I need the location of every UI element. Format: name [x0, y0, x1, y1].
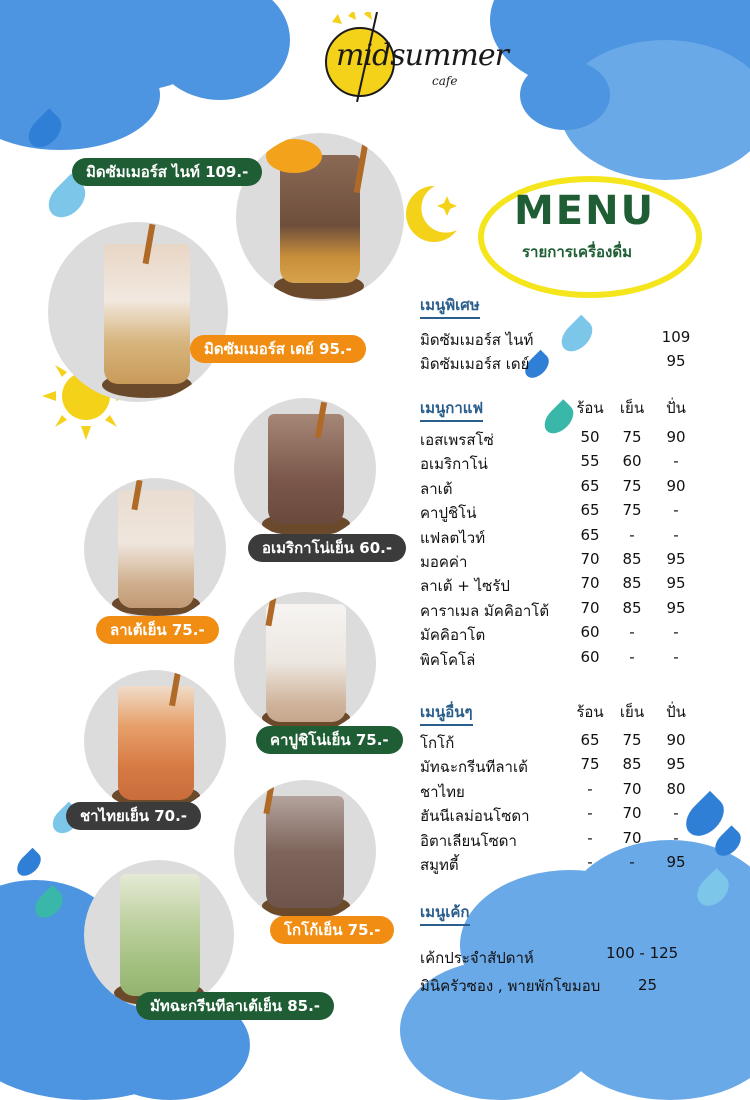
menu-item-price: 25 — [638, 976, 658, 994]
col-header-iced: เย็น — [619, 399, 645, 417]
menu-item-price: 95 — [666, 598, 686, 617]
menu-item-name: ลาเต้ — [420, 479, 453, 498]
menu-item-price: 60 — [622, 452, 642, 471]
drink-label-iced-cocoa: โกโก้เย็น 75.- — [270, 916, 394, 944]
menu-item-price: 65 — [580, 731, 600, 749]
menu-item-price: 90 — [666, 731, 686, 749]
menu-item-price: 65 — [580, 525, 600, 544]
menu-item-price: 75 — [622, 476, 642, 495]
menu-item-price: 75 — [622, 731, 642, 749]
menu-item-name: อเมริกาโน่ — [420, 455, 488, 474]
col-header-frappe: ปั่น — [666, 703, 686, 721]
menu-item-price: 70 — [580, 550, 600, 568]
drink-label-iced-americano: อเมริกาโน่เย็น 60.- — [248, 534, 406, 562]
drink-label-iced-thai-tea: ชาไทยเย็น 70.- — [66, 802, 201, 830]
menu-item-name: พิคโคโล่ — [420, 650, 476, 669]
drink-label-iced-latte: ลาเต้เย็น 75.- — [96, 616, 219, 644]
drink-photo-iced-matcha-latte — [84, 860, 234, 1010]
menu-item-price: 75 — [622, 501, 642, 520]
menu-item-price: - — [629, 647, 635, 666]
menu-item-price: 95 — [666, 574, 686, 593]
menu-item-price: 60 — [580, 623, 600, 642]
section-title-cake: เมนูเค้ก — [420, 900, 470, 926]
menu-item-price: - — [673, 647, 679, 666]
menu-item-price: 85 — [622, 574, 642, 593]
menu-item-price: - — [673, 804, 679, 823]
drink-photo-iced-cappuccino — [234, 592, 376, 734]
menu-item-name: ลาเต้ + ไซรัป — [420, 577, 510, 596]
logo-sub: cafe — [432, 74, 458, 88]
menu-item-price: 70 — [622, 779, 642, 798]
drink-photo-iced-latte — [84, 478, 226, 620]
moon-icon — [395, 178, 465, 248]
menu-item-price: 90 — [666, 476, 686, 495]
menu-item-name: มินิครัวซอง , พายพักโขมอบ — [420, 977, 601, 995]
menu-item-price: - — [629, 853, 635, 871]
menu-item-price: 85 — [622, 755, 642, 774]
menu-item-price: 85 — [622, 550, 642, 568]
menu-item-price: - — [673, 525, 679, 544]
menu-item-price: 60 — [580, 647, 600, 666]
drink-photo-iced-cocoa — [234, 780, 376, 922]
menu-item-price: - — [673, 501, 679, 520]
col-header-frappe: ปั่น — [666, 399, 686, 417]
menu-item-price: 70 — [622, 804, 642, 823]
drink-label-midsummer-night: มิดซัมเมอร์ส ไนท์ 109.- — [72, 158, 262, 186]
menu-item-name: สมูทตี้ — [420, 856, 459, 874]
menu-item-name: แฟลตไวท์ — [420, 528, 486, 547]
menu-item-price: - — [673, 452, 679, 471]
drink-label-iced-matcha-latte: มัทฉะกรีนทีลาเต้เย็น 85.- — [136, 992, 334, 1020]
menu-item-price: 95 — [666, 853, 686, 871]
menu-item-price: 70 — [622, 828, 642, 847]
raindrop-icon — [556, 315, 598, 357]
menu-item-price: 95 — [666, 352, 686, 370]
col-header-hot: ร้อน — [576, 703, 604, 721]
menu-item-name: เอสเพรสโซ่ — [420, 431, 494, 449]
section-title-other: เมนูอื่นๆ — [420, 700, 473, 726]
menu-item-price: - — [587, 804, 593, 823]
menu-item-price: 70 — [580, 574, 600, 593]
drink-photo-midsummer-night — [236, 133, 404, 301]
menu-item-name: มิดซัมเมอร์ส ไนท์ — [420, 331, 534, 349]
menu-item-name: มัทฉะกรีนทีลาเต้ — [420, 758, 528, 777]
menu-item-price: - — [673, 828, 679, 847]
drink-photo-iced-thai-tea — [84, 670, 226, 812]
menu-item-price: 100 - 125 — [606, 944, 679, 962]
menu-item-price: 95 — [666, 550, 686, 568]
menu-item-name: คาราเมล มัคคิอาโต้ — [420, 601, 550, 620]
menu-item-price: 80 — [666, 779, 686, 798]
menu-item-price: 50 — [580, 428, 600, 446]
menu-item-name: มิดซัมเมอร์ส เดย์ — [420, 355, 530, 373]
menu-item-price: - — [587, 853, 593, 871]
menu-item-price: 65 — [580, 476, 600, 495]
col-header-iced: เย็น — [619, 703, 645, 721]
menu-item-price: - — [587, 779, 593, 798]
menu-item-price: 95 — [666, 755, 686, 774]
menu-item-price: 109 — [661, 328, 691, 346]
menu-item-price: - — [629, 623, 635, 642]
menu-item-price: 90 — [666, 428, 686, 446]
menu-item-price: - — [673, 623, 679, 642]
drink-label-iced-cappuccino: คาปูชิโน่เย็น 75.- — [256, 726, 403, 754]
menu-item-price: - — [629, 525, 635, 544]
menu-item-name: ชาไทย — [420, 782, 465, 801]
menu-item-name: โกโก้ — [420, 734, 455, 752]
menu-item-price: 85 — [622, 598, 642, 617]
menu-item-name: อิตาเลียนโซดา — [420, 831, 517, 850]
menu-item-price: - — [587, 828, 593, 847]
menu-item-price: 55 — [580, 452, 600, 471]
section-title-coffee: เมนูกาแฟ — [420, 396, 483, 422]
menu-item-name: ฮันนีเลม่อนโซดา — [420, 807, 530, 826]
logo-name: midsummer — [336, 38, 508, 73]
drink-label-midsummer-day: มิดซัมเมอร์ส เดย์ 95.- — [190, 335, 366, 363]
menu-title: MENU — [514, 188, 656, 234]
menu-item-name: มอคค่า — [420, 553, 468, 571]
menu-item-price: 75 — [580, 755, 600, 774]
menu-item-name: คาปูชิโน่ — [420, 504, 477, 523]
menu-item-price: 75 — [622, 428, 642, 446]
col-header-hot: ร้อน — [576, 399, 604, 417]
raindrop-icon — [13, 848, 46, 881]
menu-item-price: 70 — [580, 598, 600, 617]
menu-item-price: 65 — [580, 501, 600, 520]
menu-item-name: มัคคิอาโต — [420, 626, 486, 645]
menu-subtitle: รายการเครื่องดื่ม — [522, 243, 633, 261]
drink-photo-iced-americano — [234, 398, 376, 540]
section-title-special: เมนูพิเศษ — [420, 293, 480, 319]
menu-item-name: เค้กประจำสัปดาห์ — [420, 949, 534, 967]
drink-photo-midsummer-day — [48, 222, 228, 402]
